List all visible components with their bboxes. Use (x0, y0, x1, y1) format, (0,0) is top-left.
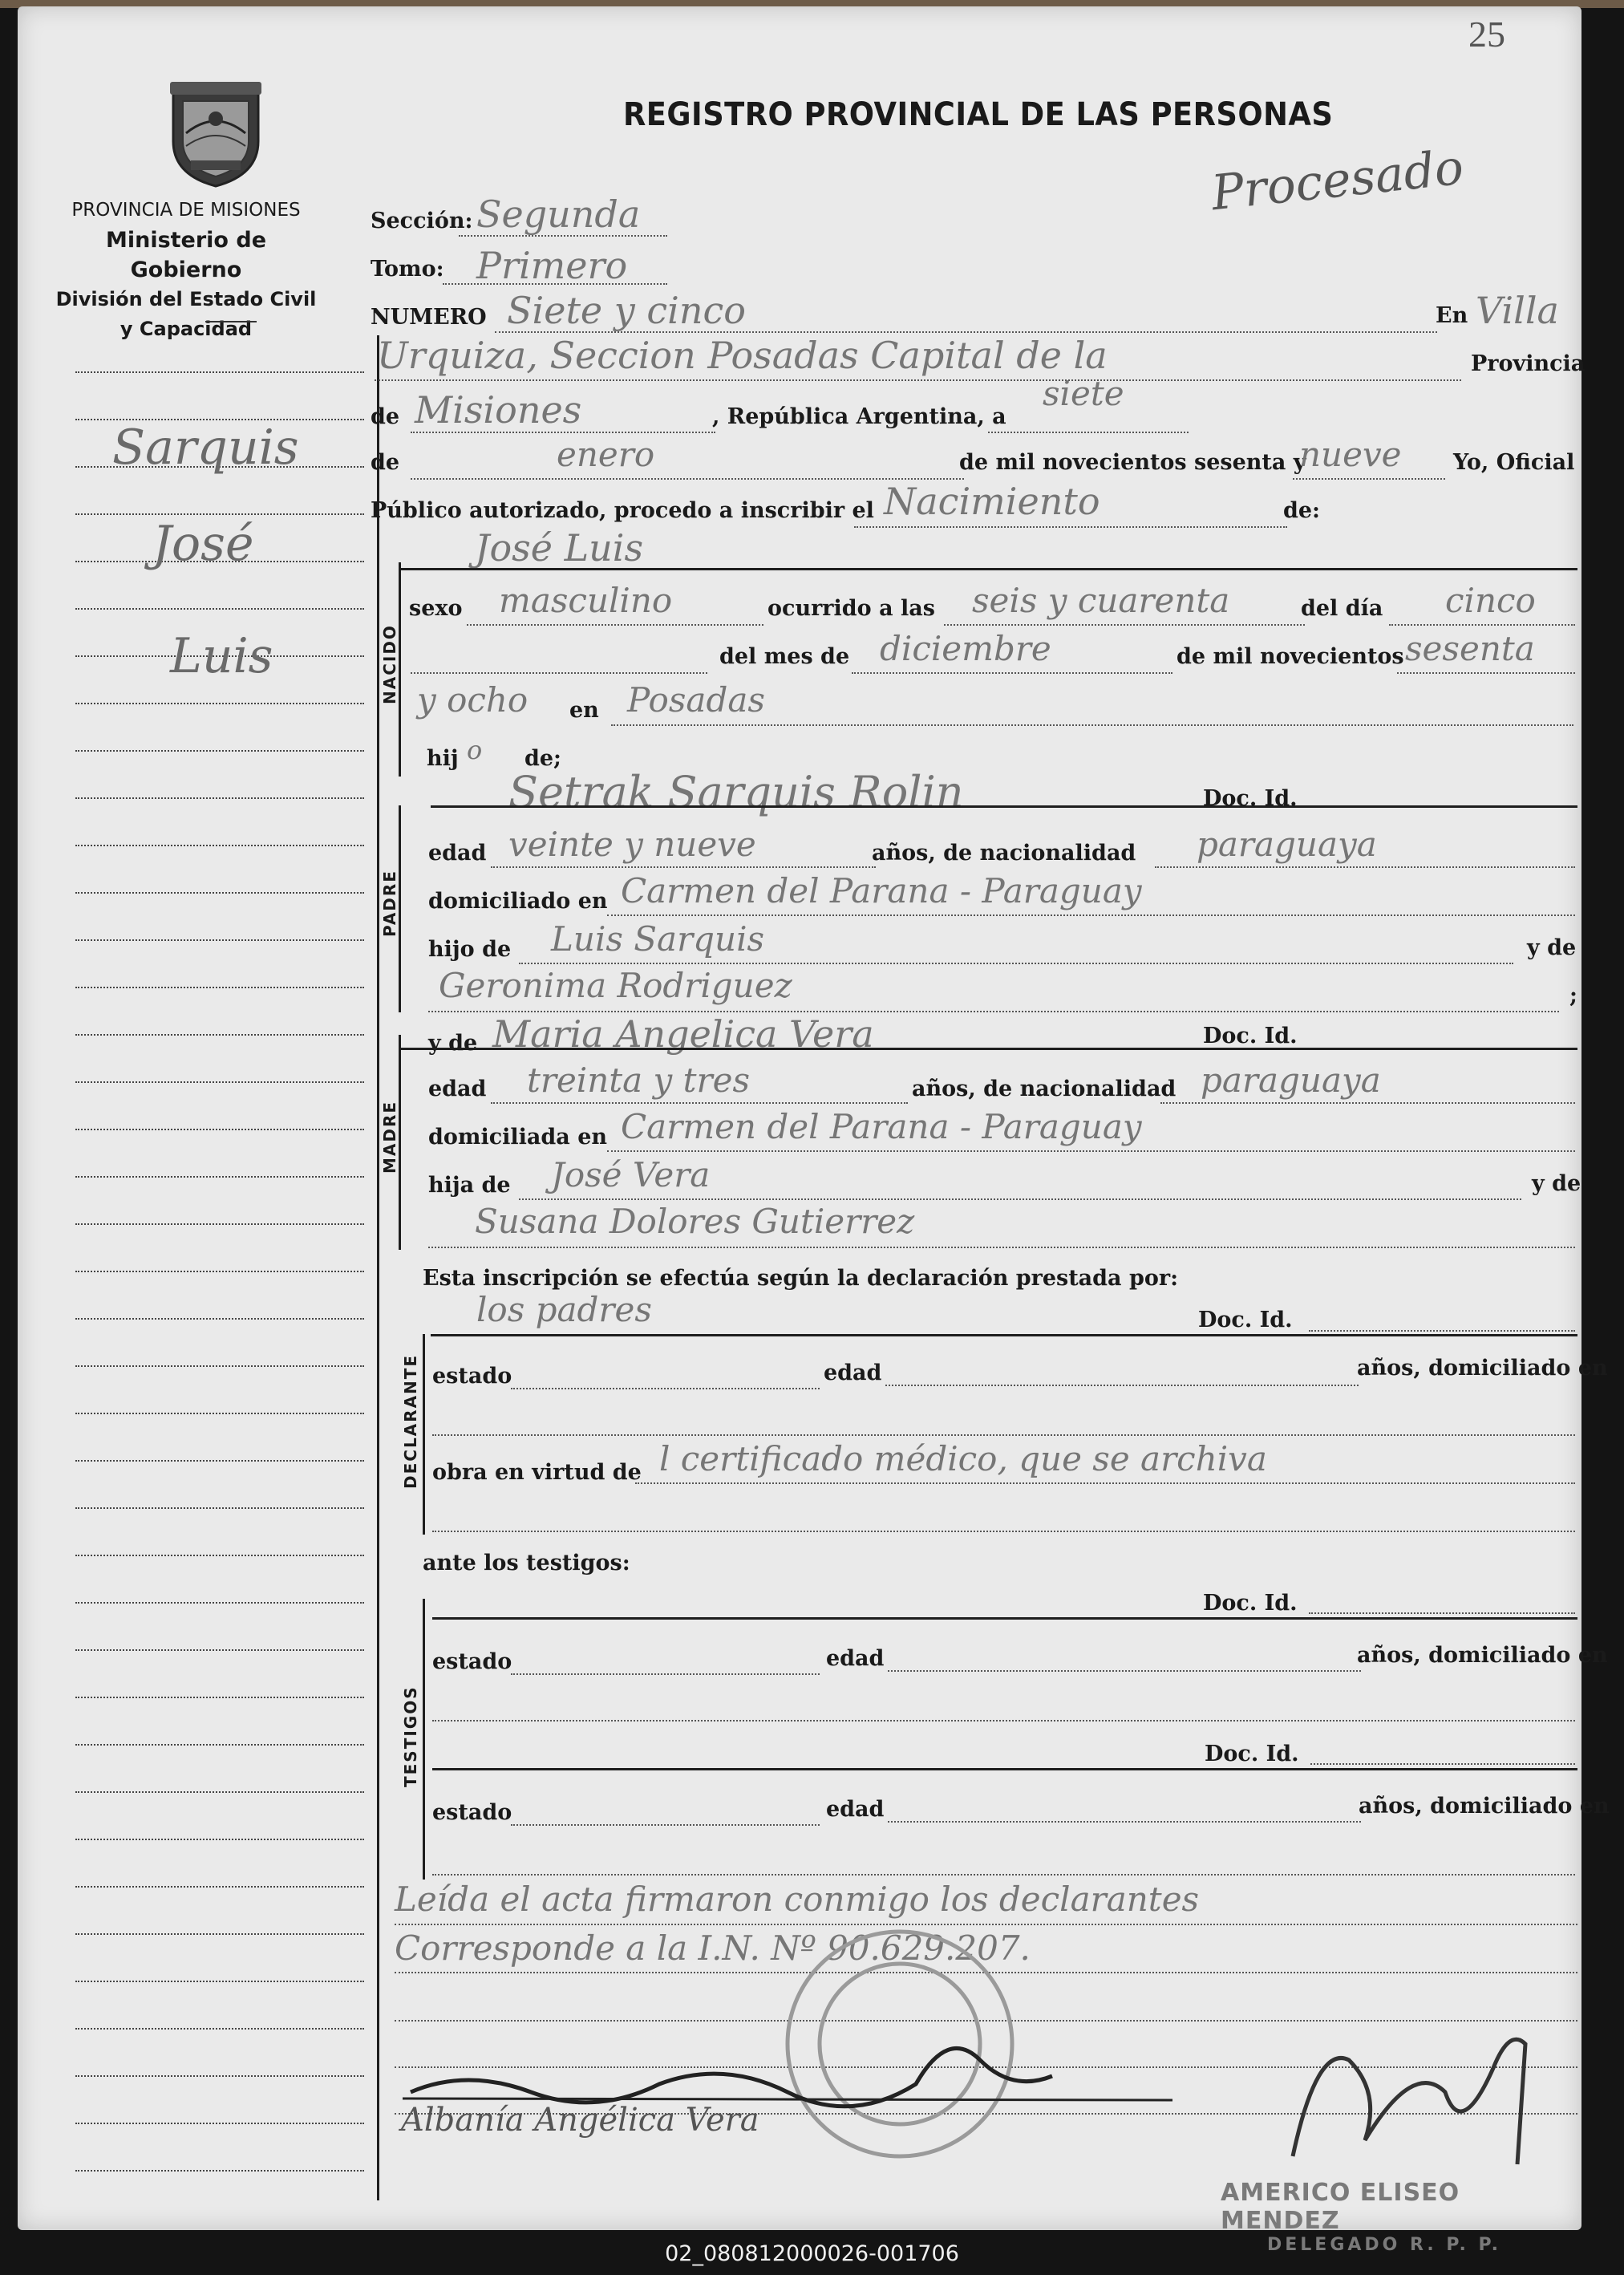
lugar-nac-value: Posadas (627, 680, 765, 720)
sexo-line (467, 624, 763, 626)
margin-ruled-line (75, 1981, 364, 1982)
de-colon-label: de: (1283, 498, 1321, 523)
father-signature-underline (403, 2099, 1172, 2100)
nacido-nombre: José Luis (475, 526, 644, 570)
testigos-top-rule (432, 1617, 1577, 1620)
madre-top-rule (399, 1048, 1577, 1050)
father-signature-mark (411, 2048, 1052, 2106)
margin-surname: Sarquis (112, 420, 299, 476)
margin-ruled-line (75, 1555, 364, 1556)
padre-dom-label: domiciliado en (428, 889, 608, 914)
de-semicolon-label: de; (524, 746, 562, 771)
del-dia-label: del día (1301, 596, 1383, 621)
ocurrido-label: ocurrido a las (767, 596, 935, 621)
margin-ruled-line (75, 2028, 364, 2030)
issuer-province: PROVINCIA DE MISIONES (71, 200, 301, 221)
declarante-edad-label: edad (824, 1361, 882, 1385)
margin-ruled-line (75, 1649, 364, 1651)
issuer-block (50, 196, 322, 344)
margin-ruled-line (75, 1602, 364, 1604)
margin-ruled-line (75, 1129, 364, 1130)
mes-nac-pre-line (411, 672, 707, 674)
yo-oficial-label: Yo, Oficial (1453, 450, 1575, 475)
madre-dom-line (607, 1150, 1575, 1152)
official-name: AMERICO ELISEO MENDEZ (1221, 2179, 1460, 2235)
madre-hija-de-value: José Vera (551, 1155, 711, 1194)
lugar-en-value: Villa (1476, 289, 1559, 332)
margin-first-name: José (152, 516, 254, 572)
margin-second-name: Luis (170, 628, 273, 684)
margin-ruled-line (75, 1460, 364, 1462)
anio-value: nueve (1299, 435, 1402, 474)
margin-ruled-line (75, 1176, 364, 1178)
margin-ruled-line (75, 1081, 364, 1083)
testigo1-estado-line (511, 1673, 820, 1675)
hij-label: hij (427, 746, 459, 771)
testigo1-estado-label: estado (432, 1649, 512, 1674)
provincial-seal-icon (162, 77, 269, 189)
testigo2-top-rule (432, 1768, 1577, 1770)
testigo1-doc-line (1309, 1612, 1575, 1614)
closing-line-1 (395, 1924, 1577, 1925)
issuer-division: División del Estado Civil (55, 288, 317, 310)
madre-doc-label: Doc. Id. (1203, 1024, 1298, 1048)
madre-nac-line (1160, 1102, 1575, 1104)
testigo1-dom-line (432, 1720, 1575, 1721)
obra-line (635, 1482, 1575, 1484)
issuer-rule (205, 321, 257, 322)
margin-ruled-line (75, 513, 364, 515)
de-mil-sesenta-label: de mil novecientos sesenta y (959, 450, 1306, 475)
padre-nac-line (1155, 866, 1575, 868)
margin-ruled-line (75, 2075, 364, 2077)
margin-ruled-line (75, 1413, 364, 1414)
acto-line (854, 526, 1287, 528)
official-signature-mark (1293, 2039, 1525, 2164)
closing-line-4 (395, 2066, 1577, 2068)
margin-ruled-line (75, 1034, 364, 1036)
margin-ruled-line (75, 797, 364, 799)
mother-signature: Albanía Angélica Vera (401, 2102, 759, 2139)
del-mes-label: del mes de (719, 644, 850, 669)
madre-edad-label: edad (428, 1077, 487, 1101)
padre-y-de-label: y de (1527, 935, 1577, 960)
declaracion-label: Esta inscripción se efectúa según la declaración prestada por: (423, 1266, 1179, 1291)
testigo2-edad-label: edad (826, 1797, 885, 1822)
declarante-estado-line (511, 1388, 820, 1389)
testigo1-doc-label: Doc. Id. (1203, 1591, 1298, 1616)
padre-edad-line (491, 866, 876, 868)
en-label: En (1436, 303, 1468, 328)
madre-dom-label: domiciliada en (428, 1125, 608, 1150)
publico-label: Público autorizado, procedo a inscribir el (371, 498, 874, 523)
madre-edad-value: treinta y tres (527, 1060, 751, 1100)
declarante-dom-line (432, 1434, 1575, 1436)
padre-hijo-de-label: hijo de (428, 937, 512, 962)
hora-line (944, 624, 1305, 626)
declarante-label: DECLARANTE (401, 1353, 420, 1489)
madre-y-de-label-2: y de (1532, 1171, 1581, 1196)
seccion-label: Sección: (371, 209, 473, 233)
sexo-label: sexo (409, 596, 463, 621)
anio-nac-line (1397, 672, 1575, 674)
dia-value: siete (1043, 374, 1124, 413)
margin-ruled-line (75, 750, 364, 752)
padre-top-rule (431, 805, 1577, 808)
ante-testigos-label: ante los testigos: (423, 1551, 630, 1575)
declarante-top-rule (431, 1334, 1577, 1336)
padre-label: PADRE (380, 870, 399, 937)
testigo2-doc-line (1310, 1763, 1575, 1765)
margin-ruled-line (75, 371, 364, 373)
en-nac-label: en (569, 698, 599, 723)
margin-ruled-line (75, 892, 364, 894)
testigo1-edad-line (888, 1670, 1361, 1672)
numero-value: Siete y cinco (507, 289, 746, 332)
margin-ruled-line (75, 1318, 364, 1320)
padre-edad-value: veinte y nueve (508, 825, 756, 864)
acto-value: Nacimiento (884, 480, 1100, 523)
closing-line-3 (395, 2020, 1577, 2022)
republica-label: , República Argentina, a (712, 404, 1006, 429)
padre-nombre: Setrak Sarquis Rolin (508, 767, 964, 817)
mes-line (411, 478, 964, 480)
obra-line-2 (432, 1531, 1575, 1532)
margin-ruled-line (75, 1839, 364, 1840)
provincia-line (411, 432, 715, 433)
madre-dom-value: Carmen del Parana - Paraguay (621, 1107, 1142, 1146)
declarante-bar (423, 1334, 425, 1535)
madre-nac-value: paraguaya (1201, 1060, 1381, 1100)
mes-value: enero (557, 435, 655, 474)
margin-ruled-line (75, 1886, 364, 1888)
declarante-doc-line (1309, 1330, 1575, 1332)
tomo-label: Tomo: (371, 257, 444, 282)
hora-value: seis y cuarenta (972, 581, 1230, 620)
obra-value: l certificado médico, que se archiva (659, 1439, 1267, 1478)
padre-hijo-de-value: Luis Sarquis (551, 919, 765, 959)
anio-nac-value: sesenta (1405, 629, 1535, 668)
seccion-value: Segunda (476, 193, 641, 236)
tomo-value: Primero (476, 244, 628, 287)
mes-nac-value: diciembre (880, 629, 1051, 668)
testigo2-doc-label: Doc. Id. (1205, 1742, 1299, 1766)
de-label-2: de (371, 450, 400, 475)
margin-ruled-line (75, 1223, 364, 1225)
padre-hijo-de-line (519, 963, 1513, 964)
provincia-label: Provincia (1471, 351, 1586, 376)
margin-divider (377, 335, 379, 2200)
provincia-value: Misiones (415, 388, 582, 432)
closing-text-2: Corresponde a la I.N. Nº 90.629.207. (395, 1928, 1031, 1968)
declarante-edad-line (885, 1385, 1359, 1386)
padre-dom-value: Carmen del Parana - Paraguay (621, 871, 1142, 910)
padre-nac-label: años, de nacionalidad (872, 841, 1136, 866)
testigo2-estado-line (511, 1824, 820, 1826)
madre-y-de-label: y de (428, 1031, 478, 1056)
madre-madre-value: Susana Dolores Gutierrez (475, 1202, 915, 1241)
de-label-1: de (371, 404, 400, 429)
margin-ruled-line (75, 1365, 364, 1367)
padre-dom-line (607, 914, 1575, 916)
testigo2-anos-label: años, domiciliado en (1359, 1794, 1610, 1819)
numero-label: NUMERO (371, 305, 487, 330)
de-mil-novecientos-label: de mil novecientos (1176, 644, 1404, 669)
sexo-value: masculino (499, 581, 673, 620)
declarante-value: los padres (476, 1290, 652, 1329)
lugar-cont-value: Urquiza, Seccion Posadas Capital de la (377, 334, 1108, 377)
declarante-estado-label: estado (432, 1364, 512, 1389)
margin-ruled-line (75, 703, 364, 704)
testigos-label: TESTIGOS (401, 1685, 420, 1787)
margin-ruled-line (75, 2123, 364, 2124)
margin-ruled-line (75, 1933, 364, 1935)
testigo2-estado-label: estado (432, 1800, 512, 1825)
processed-annotation: Procesado (1209, 139, 1467, 222)
margin-ruled-line (75, 1697, 364, 1698)
anio-nac2-value: y ocho (417, 680, 529, 720)
padre-madre-value: Geronima Rodriguez (439, 966, 792, 1005)
image-caption: 02_080812000026-001706 (665, 2241, 959, 2266)
margin-ruled-line (75, 2170, 364, 2172)
hij-suffix: o (467, 735, 483, 765)
nacido-label: NACIDO (380, 624, 399, 704)
padre-doc-label: Doc. Id. (1203, 786, 1298, 811)
margin-ruled-line (75, 1271, 364, 1272)
margin-ruled-line (75, 939, 364, 941)
margin-ruled-line (75, 608, 364, 610)
testigo2-edad-line (888, 1821, 1361, 1823)
margin-ruled-line (75, 1744, 364, 1746)
mes-nac-line (852, 672, 1172, 674)
margin-ruled-line (75, 987, 364, 988)
official-title: DELEGADO R. P. P. (1267, 2235, 1501, 2255)
dia-line (988, 432, 1189, 433)
lugar-line (375, 379, 1461, 381)
margin-ruled-line (75, 845, 364, 846)
nacido-top-rule (399, 568, 1577, 570)
testigo2-dom-line (432, 1874, 1575, 1876)
padre-semicolon: ; (1569, 983, 1577, 1008)
madre-edad-line (491, 1102, 908, 1104)
dia-nac-value: cinco (1445, 581, 1536, 620)
declarante-doc-label: Doc. Id. (1198, 1308, 1293, 1332)
madre-madre-line (428, 1247, 1575, 1248)
closing-text-1: Leída el acta firmaron conmigo los declarantes (395, 1880, 1200, 1919)
issuer-capacity: y Capacidad (119, 318, 253, 340)
dia-nac-line (1389, 624, 1575, 626)
madre-label: MADRE (380, 1100, 399, 1174)
testigo1-edad-label: edad (826, 1646, 885, 1671)
anio-line (1293, 478, 1445, 480)
declarante-anos-label: años, domiciliado en (1357, 1356, 1608, 1381)
testigo1-anos-label: años, domiciliado en (1357, 1643, 1608, 1668)
padre-nac-value: paraguaya (1197, 825, 1377, 864)
madre-nombre: Maria Angelica Vera (492, 1012, 874, 1056)
margin-ruled-line (75, 1791, 364, 1793)
lugar-nac-line (611, 724, 1573, 726)
obra-label: obra en virtud de (432, 1460, 642, 1485)
issuer-ministry: Ministerio de Gobierno (105, 228, 267, 282)
madre-nac-label: años, de nacionalidad (912, 1077, 1176, 1101)
page-title: REGISTRO PROVINCIAL DE LAS PERSONAS (623, 96, 1334, 133)
closing-line-2 (395, 1972, 1577, 1973)
madre-hija-de-line (519, 1198, 1521, 1200)
page-number: 25 (1468, 14, 1505, 55)
testigos-bar (423, 1599, 425, 1880)
margin-ruled-line (75, 1507, 364, 1509)
madre-hija-de-label: hija de (428, 1173, 511, 1198)
padre-edad-label: edad (428, 841, 487, 866)
